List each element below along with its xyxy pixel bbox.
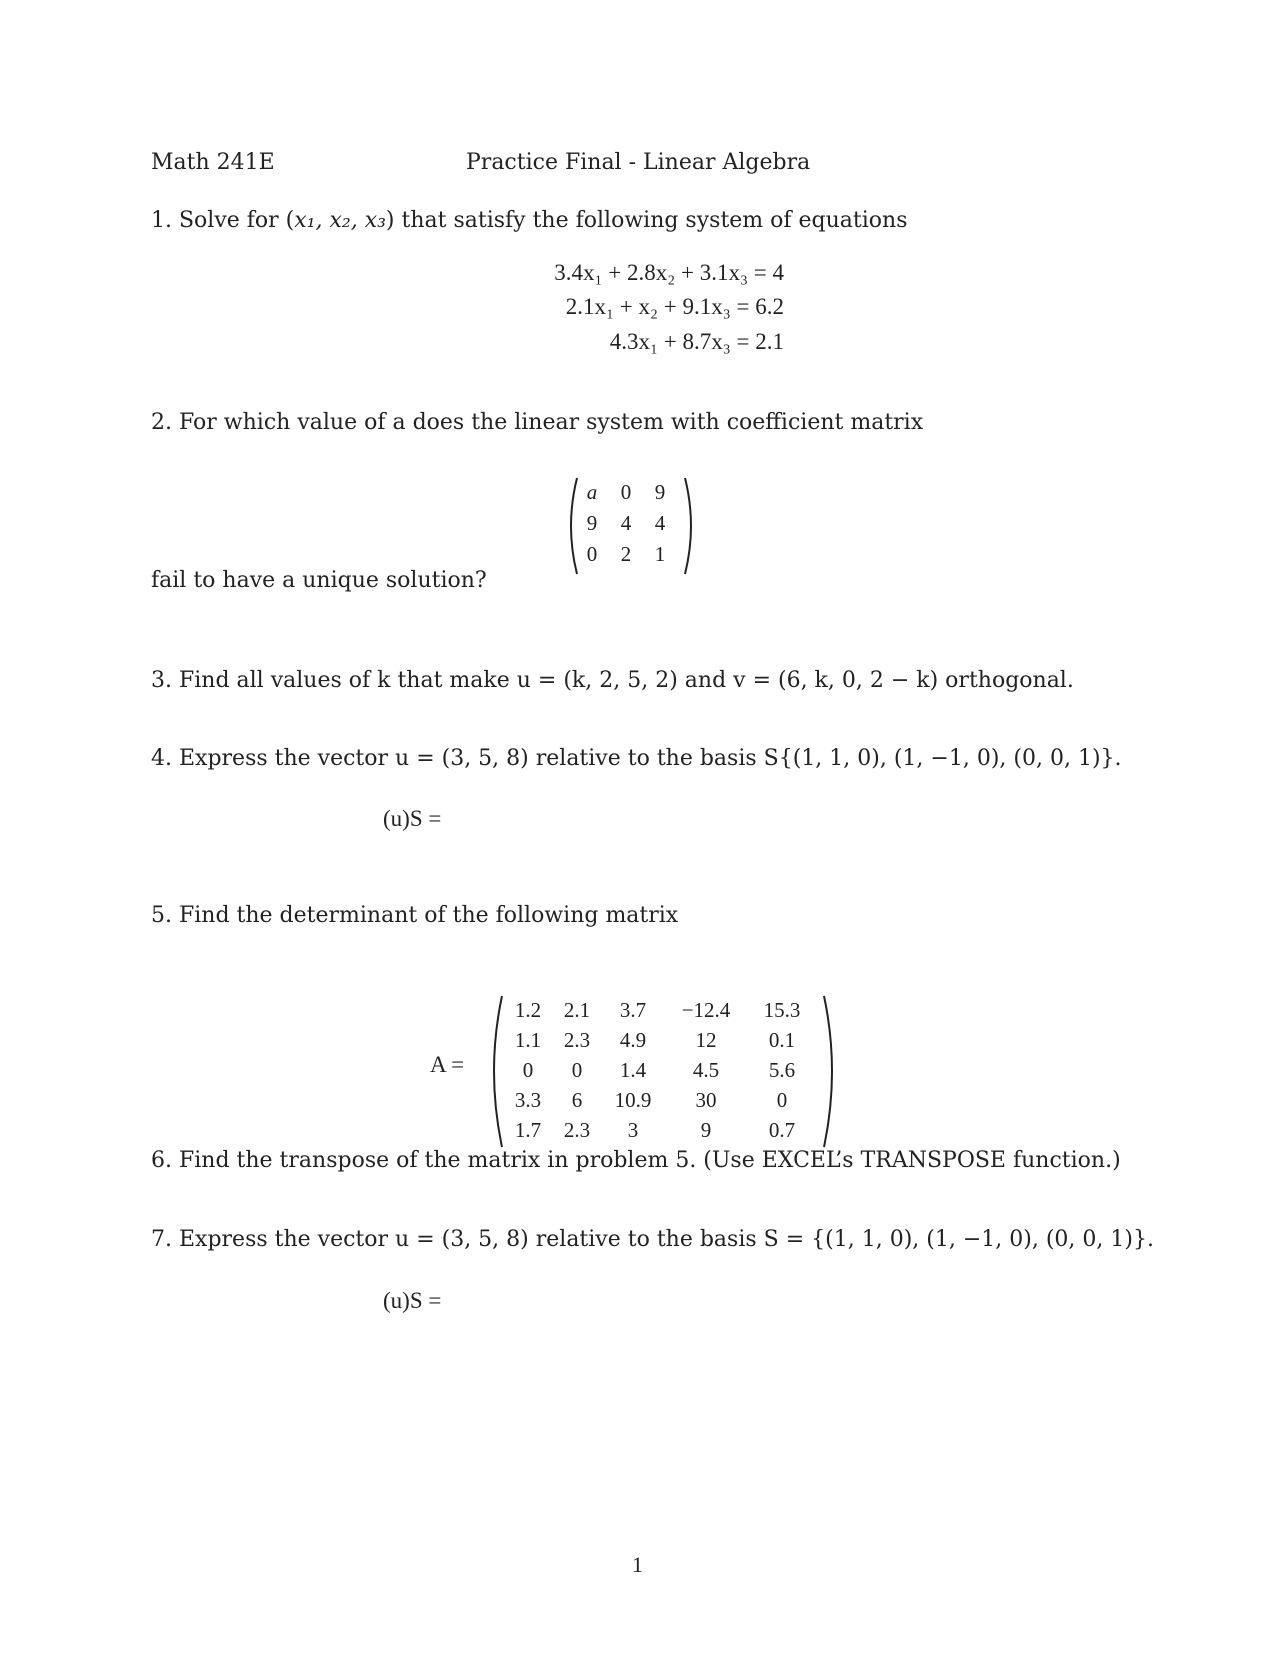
matrix-cell: 4 [654,511,666,535]
matrix-cell: 3 [627,1118,639,1142]
matrix-cell: 2.3 [563,1118,591,1142]
matrix-cell: 4.9 [619,1028,647,1052]
matrix-cell: 6 [571,1088,583,1112]
matrix-cell: 4.5 [692,1058,720,1082]
equation-2: 2.1x₁ + x₂ + 9.1x₃ = 6.2 [565,294,784,319]
question-7-prompt: 7. Express the vector u = (3, 5, 8) relative to the basis S = {(1, 1, 0), (1, −1, 0), (0, 0, 1)}. [151,1227,1154,1252]
page-number: 1 [632,1552,643,1577]
matrix-cell: −12.4 [681,998,731,1022]
left-paren-icon [486,994,504,1149]
equation-1: 3.4x₁ + 2.8x₂ + 3.1x₃ = 4 [554,260,784,285]
matrix-cell: 3.7 [619,998,647,1022]
question-3-prompt: 3. Find all values of k that make u = (k, 2, 5, 2) and v = (6, k, 0, 2 − k) orthogonal. [151,668,1074,693]
matrix-cell: a [586,480,598,504]
matrix-cell: 1.2 [514,998,542,1022]
matrix-cell: 30 [695,1088,717,1112]
matrix-cell: 0 [776,1088,788,1112]
matrix-cell: 5.6 [768,1058,796,1082]
matrix-cell: 0 [571,1058,583,1082]
matrix-cell: 4 [620,511,632,535]
matrix-a [430,994,850,1149]
matrix-cell: 0 [522,1058,534,1082]
matrix-a-entries [504,998,816,1143]
question-6-prompt: 6. Find the transpose of the matrix in problem 5. (Use EXCEL’s TRANSPOSE function.) [151,1148,1121,1173]
matrix-cell: 1.1 [514,1028,542,1052]
right-paren-icon [822,994,840,1149]
course-code: Math 241E [151,150,275,175]
question-4-prompt: 4. Express the vector u = (3, 5, 8) relative to the basis S{(1, 1, 0), (1, −1, 0), (0, 0, 1)}. [151,746,1122,771]
matrix-cell: 0 [620,480,632,504]
question-5-prompt: 5. Find the determinant of the following matrix [151,903,679,928]
matrix-cell: 9 [700,1118,712,1142]
matrix-cell: 0.7 [768,1118,796,1142]
question-1-variables: x₁, x₂, x₃ [294,208,386,233]
matrix-cell: 10.9 [614,1088,652,1112]
matrix-cell: 2 [620,542,632,566]
matrix-cell: 3.3 [514,1088,542,1112]
question-7-answer-label: (u)S = [383,1288,442,1313]
matrix-a-label: A = [430,1052,465,1077]
matrix-cell: 1 [654,542,666,566]
equation-3: 4.3x₁ + 8.7x₃ = 2.1 [609,329,784,354]
matrix-cell: 2.3 [563,1028,591,1052]
question-4-answer-label: (u)S = [383,806,442,831]
matrix-cell: 12 [695,1028,717,1052]
matrix-cell: 1.4 [619,1058,647,1082]
matrix-cell: 9 [654,480,666,504]
matrix-cell: 0.1 [768,1028,796,1052]
question-2-prompt: 2. For which value of a does the linear system with coefficient matrix [151,410,924,435]
matrix-cell: 15.3 [763,998,801,1022]
coefficient-matrix [565,476,705,576]
matrix-cell: 2.1 [563,998,591,1022]
coefficient-matrix-entries [575,480,677,567]
matrix-cell: 0 [586,542,598,566]
page-title: Practice Final - Linear Algebra [466,150,811,175]
question-1-prompt: 1. Solve for (x₁, x₂, x₃) that satisfy the following system of equations [151,208,908,233]
matrix-cell: 9 [586,511,598,535]
question-2-followup: fail to have a unique solution? [151,568,487,593]
matrix-cell: 1.7 [514,1118,542,1142]
right-paren-icon [683,476,697,576]
